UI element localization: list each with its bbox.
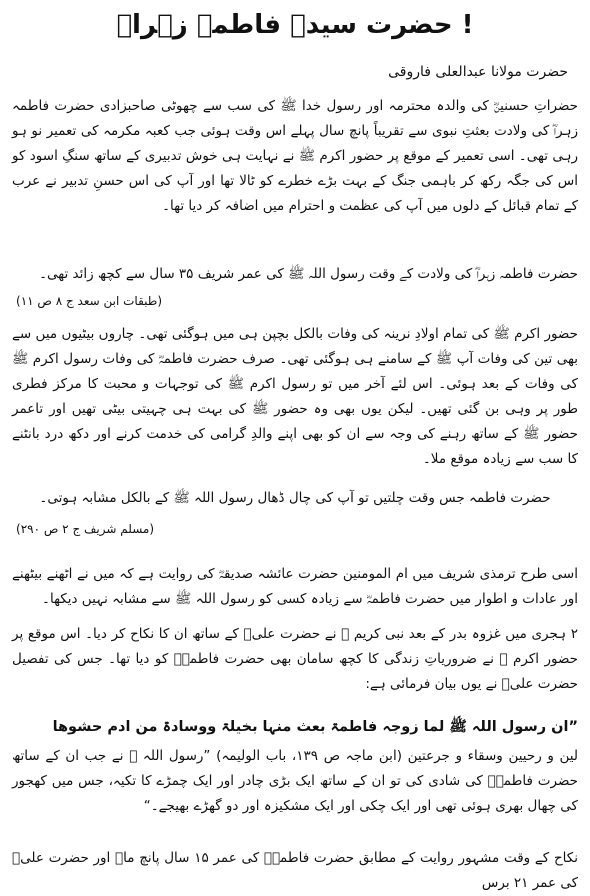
paragraph-8: نکاح کے وقت مشہور روایت کے مطابق حضرت فاطمہؓ کی عمر ۱۵ سال پانچ ماہ اور حضرت علیؓ کی عمر ۲۱ برس [12, 850, 578, 891]
paragraph-2: حضرت فاطمہ زہراؓ کی ولادت کے وقت رسول اللہ ﷺ کی عمر شریف ۳۵ سال سے کچھ زائد تھی۔ [39, 266, 578, 282]
paragraph-4: حضرت فاطمہ جس وقت چلتیں تو آپ کی چال ڈھال رسول اللہ ﷺ کے بالکل مشابہ ہوتی۔ [39, 490, 551, 506]
arabic-quote: ”ان رسول اللہ ﷺ لما زوجہ فاطمۃ بعث منہا بخیلۃ ووسادۃ من ادم حشوھا [52, 719, 578, 735]
paragraph-3: حضور اکرم ﷺ کی تمام اولادِ نرینہ کی وفات بالکل بچپن ہی میں ہوگئی تھی۔ چاروں بیٹیوں میں سے بھی تین کی وفات آپ ﷺ کے سامنے ہی ہوگئی تھی۔ صرف حضرت فاطمہؓ کی وفات رسول اکرم ﷺ کی وفات کے بعد ہوئی۔ اس لئے آخر میں تو رسول اکرم ﷺ کی توجہات و محبت کا مرکز فطری طور پر وہی بن گئی تھیں۔ لیکن یوں بھی وہ حضور ﷺ کی بہت ہی چہیتی بیٹی تھیں اور تاعمر حضور ﷺ کے ساتھ رہنے کی وجہ سے ان کو بھی اپنے والدِ گرامی کی خدمت کرنے اور دکھ درد بانٹنے کا سب سے زیادہ موقع ملا۔ [12, 326, 578, 467]
reference-2: (مسلم شریف ج ۲ ص ۲۹۰) [16, 522, 155, 536]
author-name: حضرت مولانا عبدالعلی فاروقی [388, 64, 568, 80]
paragraph-7: لین و رحیین وسقاء و جرعتین (ابن ماجہ ص ۱۳۹، باب الولیمہ) ”رسول اللہ ﷺ نے جب ان کے ساتھ حضرت فاطمہؓ کی شادی کی تو ان کے ساتھ ایک بڑی چادر اور ایک چمڑے کا تکیہ، جس میں کھجور کی چھال بھری ہوئی تھی اور ایک چکی اور ایک مشکیزہ اور دو گھڑے بھیجے۔“ [12, 748, 578, 814]
paragraph-6: ۲ ہجری میں غزوہ بدر کے بعد نبی کریم ﷺ نے حضرت علیؓ کے ساتھ ان کا نکاح کر دیا۔ اس موقع پر حضور اکرم ﷺ نے ضروریاتِ زندگی کا کچھ سامان بھی حضرت فاطمہؓ کو دیا تھا۔ جس کی تفصیل حضرت علیؓ نے یوں بیان فرمائی ہے: [12, 626, 578, 692]
paragraph-1: حضراتِ حسنینؓ کی والدہ محترمہ اور رسول خدا ﷺ کی سب سے چھوٹی صاحبزادی حضرت فاطمہ زہراؓ کی ولادت بعثتِ نبوی سے تقریباً پانچ سال پہلے اس وقت ہوئی جب کعبہ مکرمہ کی تعمیر نو ہو رہی تھی۔ اسی تعمیر کے موقع پر حضور اکرم ﷺ نے نہایت ہی خوش تدبیری کے ساتھ سنگِ اسود کو اس کی جگہ رکھ کر باہمی جنگ کے بہت بڑے خطرے کو ٹالا تھا اور آپ کی اس حسنِ تدبیر نے عرب کے تمام قبائل کے دلوں میں آپ کی عظمت و احترام میں اضافہ کر دیا تھا۔ [12, 98, 578, 214]
reference-1: (طبقات ابن سعد ج ۸ ص ۱۱) [16, 294, 163, 308]
page-title: حضرت سیدہ فاطمہ زہراؓ ! [116, 10, 474, 40]
paragraph-5: اسی طرح ترمذی شریف میں ام المومنین حضرت عائشہ صدیقہؓ کی روایت ہے کہ میں نے اٹھنے بیٹھنے اور عادات و اطوار میں حضرت فاطمہؓ سے زیادہ کسی کو رسول اللہ ﷺ سے مشابہ نہیں دیکھا۔ [12, 566, 578, 607]
